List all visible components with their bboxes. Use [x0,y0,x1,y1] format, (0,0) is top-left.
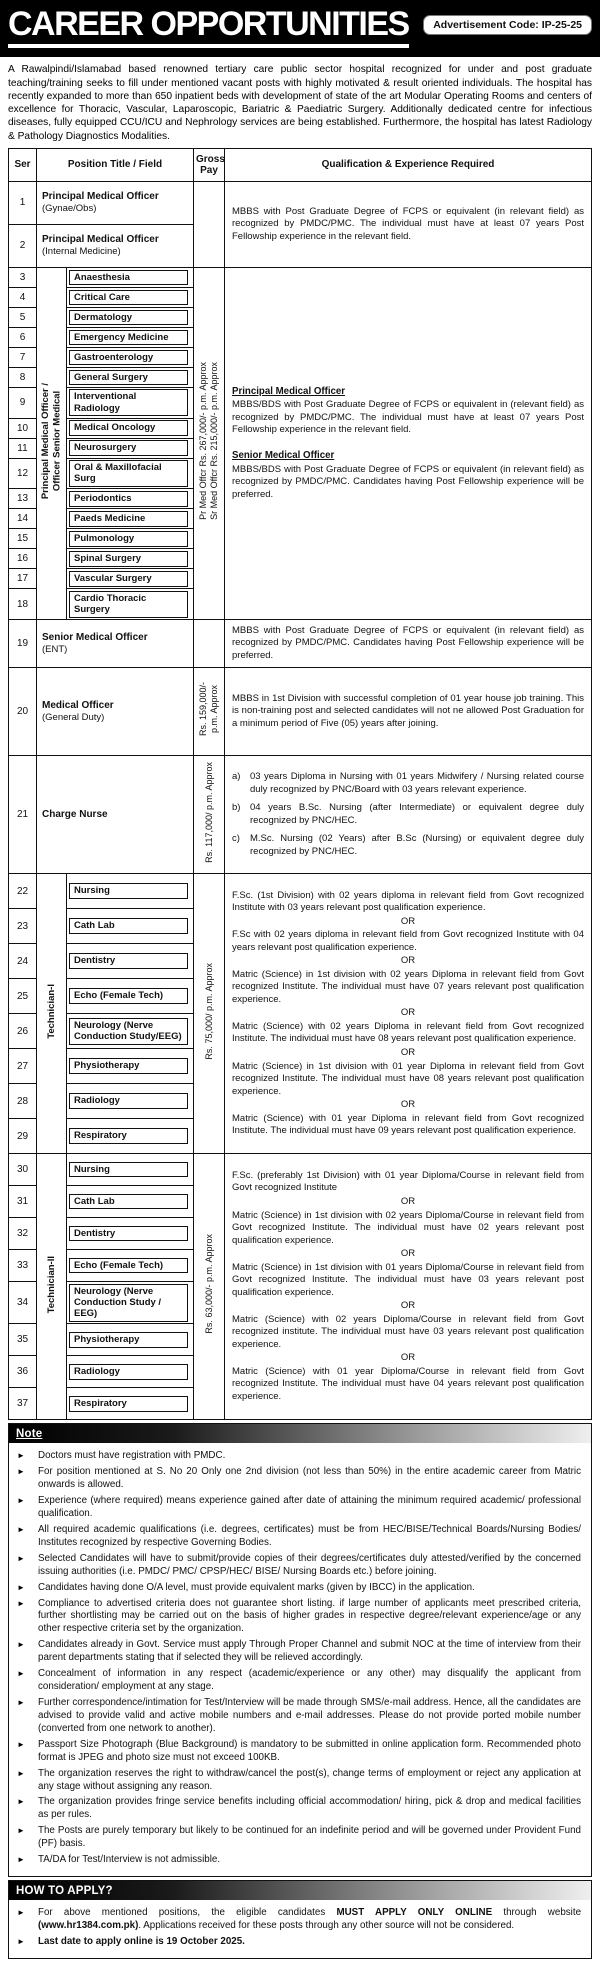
specialty-label: Respiratory [69,1128,188,1143]
specialty-cell [67,569,194,589]
intro-paragraph: A Rawalpindi/Islamabad based renowned tertiary care public sector hospital recognized for under and post graduate teaching/training seeks to fill under mentioned vacant posts with highly motivated & result oriented individuals. The hospital has recently expanded to more than 650 inpatient beds with development of state of the art Modular Operating Rooms and centers of excellence for Thoracic, Vascular, Laparoscopic, Bariatric & Paediatric Surgery. Additionally dedicated centre for infectious diseases, fully equipped CCU/ICU and Nephrology services are being established. Furthermore, the hospital has latest Radiology & Pathology Diagnostics Modalities. [8,64,592,142]
qualification-text: Matric (Science) in 1st division with 02 years Diploma/Course in relevant field from Govt recognized Institute. The individual must have 02 years relevant post qualification experience. [232,1209,584,1246]
ser-cell: 6 [9,327,37,347]
arrow-bullet-icon: ► [17,1739,25,1749]
ser-cell: 11 [9,438,37,458]
arrow-bullet-icon: ► [17,1669,25,1679]
specialty-label: Nursing [69,1162,188,1177]
note-item-text: Doctors must have registration with PMDC. [38,1450,226,1462]
arrow-bullet-icon: ► [17,1640,25,1650]
specialty-cell [67,874,194,909]
specialty-label: Emergency Medicine [69,330,188,345]
position-title: Charge Nurse [42,808,108,820]
specialty-cell [67,1282,194,1324]
arrow-bullet-icon: ► [17,1697,25,1707]
specialty-cell [67,1014,194,1049]
note-item-text: The Posts are purely temporary but likely to be continued for an indefinite period and will be governed under Provident Fund (PF) basis. [38,1825,581,1850]
qualification-cell [225,668,592,756]
qualification-text: MBBS with Post Graduate Degree of FCPS or equivalent (in relevant field) as recognized by PMDC/PMC. Candidates having Post Fellowship experience will be preferred. [232,624,584,661]
gross-pay-cell [194,267,225,619]
vertical-text-line: Sr Med Offcr Rs. 215,000/- p.m. Approx [209,362,219,520]
ser-cell: 8 [9,367,37,387]
specialty-label: Oral & Maxillofacial Surg [69,460,188,487]
specialty-cell [67,1218,194,1250]
specialty-cell [67,1049,194,1084]
apply-text-segment: through website [492,1907,582,1919]
specialty-label: Periodontics [69,491,188,506]
specialty-cell [67,327,194,347]
specialty-cell [67,367,194,387]
ser-cell: 32 [9,1218,37,1250]
note-item [17,1582,581,1595]
position-title: Senior Medical Officer [42,631,148,643]
table-row [9,668,592,756]
specialty-cell [67,418,194,438]
ser-cell: 27 [9,1049,37,1084]
ser-cell: 15 [9,529,37,549]
gross-pay-cell [194,756,225,874]
specialty-label: Respiratory [69,1396,188,1411]
specialty-label: Interventional Radiology [69,389,188,416]
note-item [17,1553,581,1579]
ser-cell: 12 [9,458,37,489]
qualification-text: Matric (Science) with 01 year Diploma/Course in relevant field from Govt recognized Institute. The individual must have 04 years relevant post qualification experience. [232,1365,584,1402]
ser-cell: 30 [9,1154,37,1186]
note-item [17,1739,581,1765]
note-item [17,1598,581,1637]
arrow-bullet-icon: ► [17,1553,25,1563]
arrow-bullet-icon: ► [17,1936,25,1946]
arrow-bullet-icon: ► [17,1768,25,1778]
note-item-text: Experience (where required) means experience gained after date of attaining the minimum required academic/ professional qualification. [38,1495,581,1519]
qualification-lettered-item [232,771,584,796]
or-separator: OR [400,1248,416,1260]
qualification-lettered-item [232,802,584,827]
ser-cell: 29 [9,1119,37,1154]
ser-cell: 25 [9,979,37,1014]
qualification-cell [225,756,592,874]
qualification-text: Matric (Science) in 1st division with 01 years Diploma/Course in relevant field from Govt recognized Institute. The individual must have 03 years relevant post qualification experience. [232,1261,584,1298]
advertisement-code-badge: Advertisement Code: IP-25-25 [423,15,592,35]
ser-cell: 28 [9,1084,37,1119]
specialty-cell [67,1186,194,1218]
gross-pay-cell [194,1154,225,1420]
note-item [17,1768,581,1794]
gross-pay-text [204,963,215,1060]
vertical-text-line: Pr Med Offcr Rs. 267,000/- p.m. Approx [198,362,209,520]
specialty-label: Radiology [69,1093,188,1108]
position-subtitle: (Gynae/Obs) [42,203,97,215]
ser-cell: 5 [9,307,37,327]
group-label-text [46,1256,57,1313]
how-to-apply-list [9,1900,591,1958]
ser-cell: 18 [9,589,37,620]
note-list [9,1443,591,1876]
specialty-cell [67,944,194,979]
note-item-text: Concealment of information in any respect (academic/experience or any other) may disqualify the applicant from consideration/ employment at any stage. [38,1668,581,1693]
ser-cell: 37 [9,1388,37,1420]
group-label-cell [37,1154,67,1420]
specialty-label: Spinal Surgery [69,551,188,566]
qualification-text: MBBS with Post Graduate Degree of FCPS or equivalent (in relevant field) as recognized by PMDC/PMC. The individual must have at least 07 years Post Fellowship experience in the relevant field. [232,205,584,242]
note-item-text: Compliance to advertised criteria does not guarantee short listing. if large number of applicants meet prescribed criteria, further shortlisting may be carried out on the basis of higher grades in respective degree/relevant experience/age or any other respective criteria set by the organization. [38,1597,581,1635]
ser-cell: 21 [9,756,37,874]
note-item-text: All required academic qualifications (i.e. degrees, certificates) must be from HEC/BISE/Technical Boards/Nursing Bodies/ Institutes recognized by respective Governing Bodies. [38,1523,581,1548]
vertical-text-line: Rs. 159,000/- [198,682,209,737]
vertical-text-line: Technician-II [45,1255,57,1313]
col-header-gross-pay: Gross Pay [194,148,225,181]
vertical-text-line: Principal Medical Officer / [40,382,52,500]
specialty-label: Vascular Surgery [69,571,188,586]
table-row [9,267,592,287]
specialty-cell [67,287,194,307]
or-separator: OR [400,1352,416,1364]
vertical-text-line: Officer Senior Medical [51,390,63,492]
apply-text-segment: Last date to apply online is 19 October 2025. [38,1935,245,1947]
position-subtitle: (Internal Medicine) [42,246,121,258]
qualification-text: 04 years B.Sc. Nursing (after Intermediate) or equivalent degree duly recognized by PNC/HEC. [250,802,584,826]
specialty-label: Dermatology [69,310,188,325]
ser-cell: 19 [9,620,37,668]
specialty-cell [67,1119,194,1154]
specialty-cell [67,529,194,549]
gross-pay-cell [194,668,225,756]
specialty-label: Dentistry [69,1226,188,1241]
or-separator: OR [400,915,416,927]
vertical-text-line: Technician-I [45,983,57,1039]
apply-item [17,1907,581,1933]
note-item [17,1466,581,1492]
specialty-cell [67,979,194,1014]
qualification-text: Matric (Science) with 02 years Diploma in relevant field from Govt recognized Institute. The individual must have 08 years relevant post qualification experience. [232,1020,584,1045]
position-title: Principal Medical Officer [42,191,159,203]
qualification-cell [225,1154,592,1420]
apply-item [17,1936,581,1949]
gross-pay-cell [194,874,225,1154]
header-banner [0,0,600,57]
group-label-text [46,984,57,1039]
qualification-subheading: Principal Medical Officer [232,385,346,397]
how-to-apply-heading: HOW TO APPLY? [16,1884,113,1897]
specialty-cell [67,589,194,620]
specialty-label: Anaesthesia [69,270,188,285]
specialty-label: Neurology (Nerve Conduction Study/EEG) [69,1018,188,1045]
specialty-cell [67,1388,194,1420]
table-header-row [9,148,592,181]
ser-cell: 17 [9,569,37,589]
table-row [9,620,592,668]
note-item-text: Further correspondence/intimation for Test/Interview will be made through SMS/e-mail address. Hence, all the candidates are advised to provide valid and active mobile numbers and e-mail addresses. Please do not provide ported mobile number (converted from one network to another). [38,1696,581,1734]
note-header-bar [9,1424,591,1443]
qualification-text: MBBS/BDS with Post Graduate Degree of FCPS or equivalent in (relevant field) as recognized by PMDC/PMC. The individual must have at least 07 years Post Fellowship experience in the relevant field. [232,399,584,436]
table-row [9,756,592,874]
specialty-cell [67,489,194,509]
apply-item-text [38,1907,581,1933]
or-separator: OR [400,1046,416,1058]
ser-cell: 7 [9,347,37,367]
specialty-label: Cath Lab [69,918,188,933]
specialty-label: Physiotherapy [69,1332,188,1347]
position-cell [37,756,194,874]
arrow-bullet-icon: ► [17,1797,25,1807]
specialty-cell [67,438,194,458]
vertical-text-line: p.m. Approx [209,685,219,734]
table-row [9,1154,592,1186]
qualification-text: M.Sc. Nursing (02 Years) after B.Sc (Nursing) or equivalent degree duly recognized by PNC/HEC. [250,833,584,857]
or-separator: OR [400,1099,416,1111]
qualification-text: 03 years Diploma in Nursing with 01 years Midwifery / Nursing related course duly recognized by PNC/Board with 03 years relevant experience. [250,771,584,795]
specialty-label: Medical Oncology [69,420,188,435]
apply-text-segment: (www.hr1384.com.pk) [38,1919,139,1931]
ser-cell: 23 [9,909,37,944]
group-label-text [40,383,63,499]
specialty-label: Paeds Medicine [69,511,188,526]
specialty-cell [67,1324,194,1356]
ser-cell: 9 [9,387,37,418]
ser-cell: 35 [9,1324,37,1356]
qualification-cell [225,874,592,1154]
arrow-bullet-icon: ► [17,1496,25,1506]
qualification-cell [225,620,592,668]
qualification-text: Matric (Science) in 1st division with 01 year Diploma in relevant field from Govt recognized Institute. The individual must have 08 years relevant post qualification experience. [232,1060,584,1097]
ser-cell: 22 [9,874,37,909]
qualification-cell [225,267,592,619]
specialty-label: Cardio Thoracic Surgery [69,591,188,618]
note-item [17,1796,581,1822]
specialty-cell [67,1154,194,1186]
position-title: Medical Officer [42,699,114,711]
gross-pay-cell [194,181,225,267]
specialty-label: General Surgery [69,370,188,385]
position-cell [37,224,194,267]
ser-cell: 1 [9,181,37,224]
arrow-bullet-icon: ► [17,1826,25,1836]
note-item-text: Candidates already in Govt. Service must apply Through Proper Channel and submit NOC at the time of interview from their parent departments stating that if selected they will be relieved accordingly. [38,1639,581,1664]
arrow-bullet-icon: ► [17,1582,25,1592]
specialty-label: Critical Care [69,290,188,305]
specialty-label: Neurology (Nerve Conduction Study / EEG) [69,1284,188,1322]
specialty-cell [67,267,194,287]
apply-text-segment: For above mentioned positions, the eligible candidates [38,1907,337,1919]
table-row [9,874,592,909]
note-item [17,1697,581,1736]
vertical-text-line: Rs. 63,000/- p.m. Approx [203,1234,214,1334]
group-label-cell [37,874,67,1154]
ser-cell: 13 [9,489,37,509]
arrow-bullet-icon: ► [17,1467,25,1477]
how-to-apply-section [8,1880,592,1959]
ser-cell: 26 [9,1014,37,1049]
ser-cell: 31 [9,1186,37,1218]
page-title: CAREER OPPORTUNITIES [8,8,409,48]
qualification-text: F.Sc. (1st Division) with 02 years diploma in relevant field from Govt recognized Institute with 03 years relevant post qualification experience. [232,889,584,914]
note-item [17,1450,581,1463]
position-cell [37,620,194,668]
specialty-cell [67,1356,194,1388]
vertical-text-line: Rs. 117,000/ p.m. Approx [203,761,214,863]
qualification-text: F.Sc. (preferably 1st Division) with 01 year Diploma/Course in relevant field from Govt recognized Institute [232,1169,584,1194]
note-item [17,1825,581,1851]
note-section [8,1423,592,1877]
ser-cell: 14 [9,509,37,529]
apply-text-segment: . Applications received for these posts through any other source will not be considered. [138,1919,515,1931]
or-separator: OR [400,1196,416,1207]
position-cell [37,181,194,224]
specialty-cell [67,1250,194,1282]
note-item-text: Passport Size Photograph (Blue Background) is mandatory to be submitted in online application form. Recommended photo format is JPEG and photo size must not exceed 100KB. [38,1738,581,1763]
arrow-bullet-icon: ► [17,1524,25,1534]
specialty-cell [67,549,194,569]
qualification-cell [225,181,592,267]
note-item [17,1668,581,1694]
specialty-cell [67,458,194,489]
item-letter: c) [232,833,240,845]
position-subtitle: (General Duty) [42,711,105,723]
col-header-ser: Ser [9,148,37,181]
specialty-label: Gastroenterology [69,350,188,365]
qualification-subsection [232,450,584,501]
table-row [9,181,592,224]
specialty-cell [67,909,194,944]
ser-cell: 10 [9,418,37,438]
specialty-label: Cath Lab [69,1194,188,1209]
position-subtitle: (ENT) [42,643,68,655]
positions-table-wrapper [8,148,592,1421]
apply-item-text [38,1936,581,1949]
note-item-text: Candidates having done O/A level, must provide equivalent marks (given by IBCC) in the application. [38,1581,475,1593]
qualification-subheading: Senior Medical Officer [232,449,335,461]
specialty-label: Echo (Female Tech) [69,1258,188,1273]
specialty-label: Neurosurgery [69,440,188,455]
item-letter: a) [232,771,241,783]
specialty-cell [67,387,194,418]
note-item-text: The organization provides fringe service benefits including official accommodation/ hiring, pick & drop and medical facilities as per rules. [38,1796,581,1821]
or-separator: OR [400,1300,416,1312]
arrow-bullet-icon: ► [17,1908,25,1918]
ser-cell: 20 [9,668,37,756]
vertical-text-line: Rs. 75,000/ p.m. Approx [203,962,214,1060]
or-separator: OR [400,1007,416,1019]
qualification-text: Matric (Science) with 01 year Diploma in relevant field from Govt recognized Institute. The individual must have 09 years relevant post qualification experience. [232,1112,584,1137]
qualification-text: Matric (Science) with 02 years Diploma/Course in relevant field from Govt recognized institute. The individual must have 03 years relevant post qualification experience. [232,1313,584,1350]
arrow-bullet-icon: ► [17,1598,25,1608]
note-item-text: For position mentioned at S. No 20 Only one 2nd division (not less than 50%) in the entire academic career from Matric onwards is allowed. [38,1466,581,1491]
qualification-text: F.Sc with 02 years diploma in relevant field from Govt recognized Institute with 04 years relevant post qualification experience. [232,929,584,953]
gross-pay-text [198,682,220,736]
qualification-subsection [232,386,584,437]
specialty-cell [67,307,194,327]
qualification-text: MBBS in 1st Division with successful completion of 01 year house job training. This is non-training post and selected candidates will not ne allowed Post Graduation for a minimum period of Five (05) years after joining. [232,692,584,729]
gross-pay-cell [194,620,225,668]
specialty-cell [67,347,194,367]
item-letter: b) [232,802,241,814]
ser-cell: 24 [9,944,37,979]
specialty-cell [67,509,194,529]
apply-text-segment: MUST APPLY ONLY ONLINE [336,1907,493,1919]
specialty-label: Radiology [69,1364,188,1379]
specialty-cell [67,1084,194,1119]
note-item-text: The organization reserves the right to withdraw/cancel the post(s), change terms of employment or reject any application at any stage without assigning any reason. [38,1767,581,1792]
gross-pay-text [204,1234,215,1334]
gross-pay-text [198,362,220,520]
col-header-qualification: Qualification & Experience Required [225,148,592,181]
or-separator: OR [400,955,416,967]
positions-table [8,148,592,1421]
how-to-apply-header-bar [9,1881,591,1900]
note-item [17,1495,581,1521]
specialty-label: Nursing [69,883,188,898]
ser-cell: 4 [9,287,37,307]
qualification-text: MBBS/BDS with Post Graduate Degree of FCPS or equivalent (in relevant field) as recognized by PMDC/PMC. Candidates having Post Fellowship experience will be preferred. [232,463,584,500]
note-item-text: TA/DA for Test/Interview is not admissible. [38,1854,221,1866]
note-heading: Note [16,1427,43,1440]
note-item [17,1854,581,1867]
specialty-label: Dentistry [69,953,188,968]
ser-cell: 36 [9,1356,37,1388]
specialty-label: Physiotherapy [69,1058,188,1073]
note-item [17,1524,581,1550]
ser-cell: 3 [9,267,37,287]
specialty-label: Echo (Female Tech) [69,988,188,1003]
note-item-text: Selected Candidates will have to submit/provide copies of their degrees/certificates duly attested/verified by the concerned issuing authorities (i.e. PMDC/ PMC/ CPSP/HEC/ BISE/ Nursing Boards etc.) before joining. [38,1552,581,1577]
ser-cell: 16 [9,549,37,569]
arrow-bullet-icon: ► [17,1451,25,1461]
gross-pay-text [204,762,215,863]
group-label-cell [37,267,67,619]
arrow-bullet-icon: ► [17,1855,25,1865]
ser-cell: 33 [9,1250,37,1282]
qualification-lettered-item [232,833,584,858]
ser-cell: 34 [9,1282,37,1324]
specialty-label: Pulmonology [69,531,188,546]
note-item [17,1639,581,1665]
qualification-text: Matric (Science) in 1st division with 02 years Diploma in relevant field from Govt recognized Institute. The individual must have 07 years relevant post qualification experience. [232,968,584,1005]
position-cell [37,668,194,756]
ser-cell: 2 [9,224,37,267]
position-title: Principal Medical Officer [42,234,159,246]
col-header-position: Position Title / Field [37,148,194,181]
